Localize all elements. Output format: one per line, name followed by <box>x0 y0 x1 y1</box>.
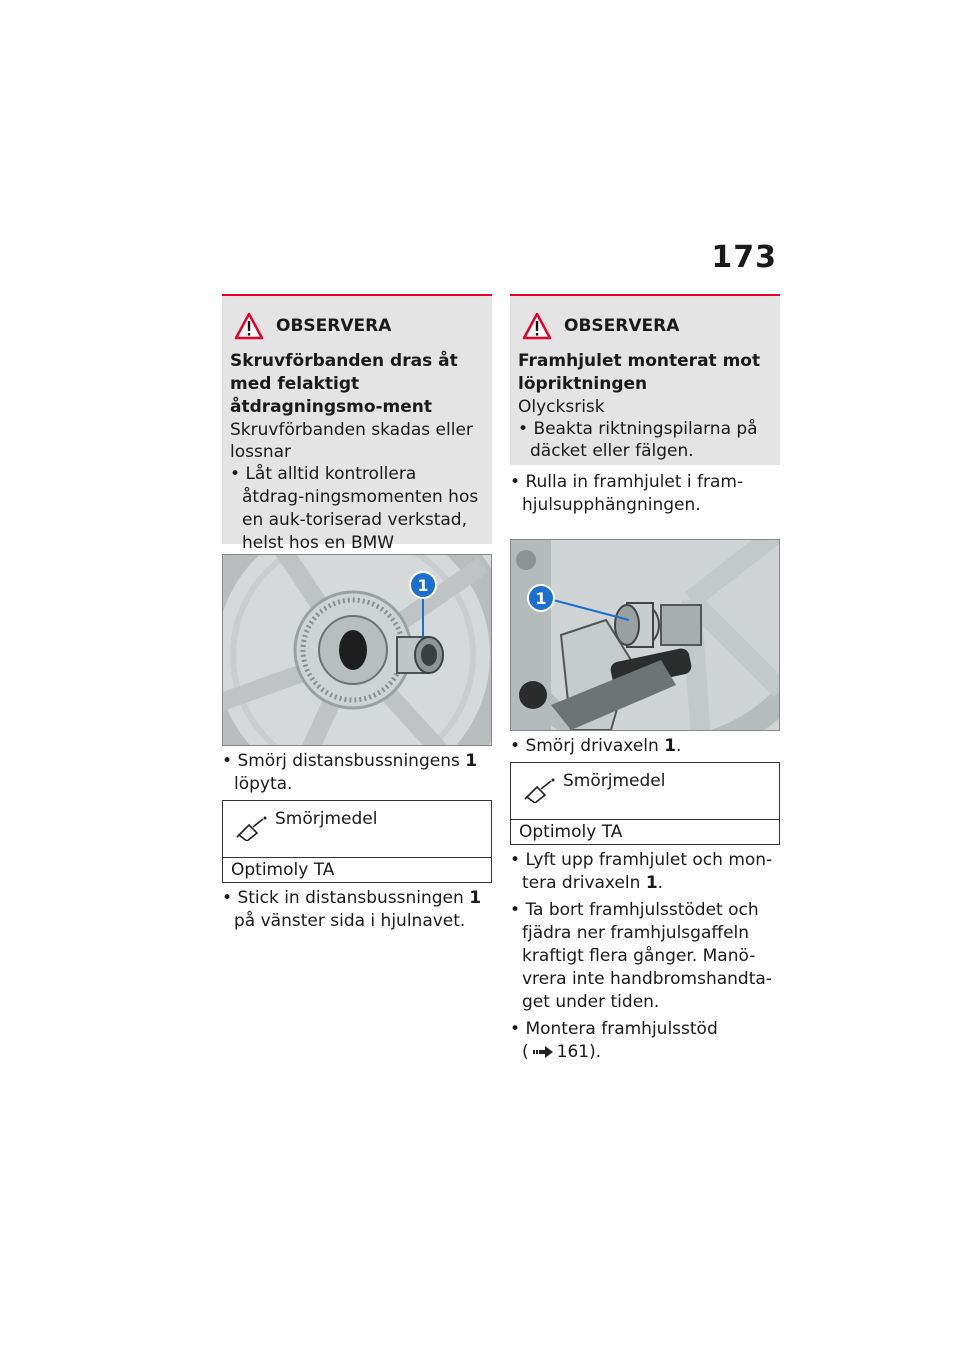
warning-label: OBSERVERA <box>276 316 392 336</box>
oil-can-icon <box>523 777 557 803</box>
page-number: 173 <box>711 240 777 275</box>
axle-illustration <box>511 540 780 730</box>
warning-title: Skruvförbanden dras åt med felaktigt åtdragningsmo-ment <box>230 351 458 417</box>
lubricant-value: Optimoly TA <box>519 822 623 842</box>
step-remove-stand: • Ta bort framhjulsstödet och fjädra ner framhjulsgaffeln kraftigt flera gånger. Manö-vrera inte handbromshandta-get under tiden. <box>510 900 772 1012</box>
step-roll-in-wheel: • Rulla in framhjulet i fram-hjulsupphängningen. <box>510 472 744 515</box>
lubricant-table <box>510 762 780 845</box>
step-lift-wheel: • Lyft upp framhjulet och mon-tera drivaxeln 1. <box>510 850 773 893</box>
left-column <box>222 294 492 933</box>
warning-triangle-icon <box>522 312 552 340</box>
lubricant-value: Optimoly TA <box>231 860 335 880</box>
photo-callout-1: 1 <box>535 589 547 608</box>
warning-bullet: • Låt alltid kontrollera åtdrag-ningsmomenten hos en auk-toriserad verkstad, helst hos en BMW <box>230 464 479 553</box>
step-lubricate-bushing: • Smörj distansbussningens 1 löpyta. <box>222 751 478 794</box>
right-column <box>510 294 780 1064</box>
lubricant-table <box>222 800 492 883</box>
oil-can-icon <box>235 815 269 841</box>
lubricant-label: Smörjmedel <box>275 809 378 829</box>
warning-bullet: • Beakta riktningspilarna på däcket eller fälgen. <box>518 419 758 461</box>
photo-callout-1: 1 <box>417 576 429 595</box>
page-reference[interactable]: 161 <box>556 1042 590 1062</box>
wheel-hub-illustration <box>223 555 492 745</box>
lubricant-label: Smörjmedel <box>563 771 666 791</box>
warning-text: Skruvförbanden skadas eller lossnar <box>230 420 473 462</box>
warning-box <box>222 294 492 553</box>
axle-photo <box>510 539 780 731</box>
step-insert-bushing: • Stick in distansbussningen 1 på vänster sida i hjulnavet. <box>222 888 482 931</box>
warning-label: OBSERVERA <box>564 316 680 336</box>
warning-triangle-icon <box>234 312 264 340</box>
warning-title: Framhjulet monterat mot löpriktningen <box>518 351 761 394</box>
warning-box <box>510 294 780 465</box>
wheel-hub-photo <box>222 554 492 746</box>
page-reference-arrow-icon <box>533 1046 553 1058</box>
warning-text: Olycksrisk <box>518 397 605 417</box>
step-mount-stand: • Montera framhjulsstöd ( 161). <box>510 1019 718 1062</box>
step-lubricate-axle: • Smörj drivaxeln 1. <box>510 736 682 756</box>
